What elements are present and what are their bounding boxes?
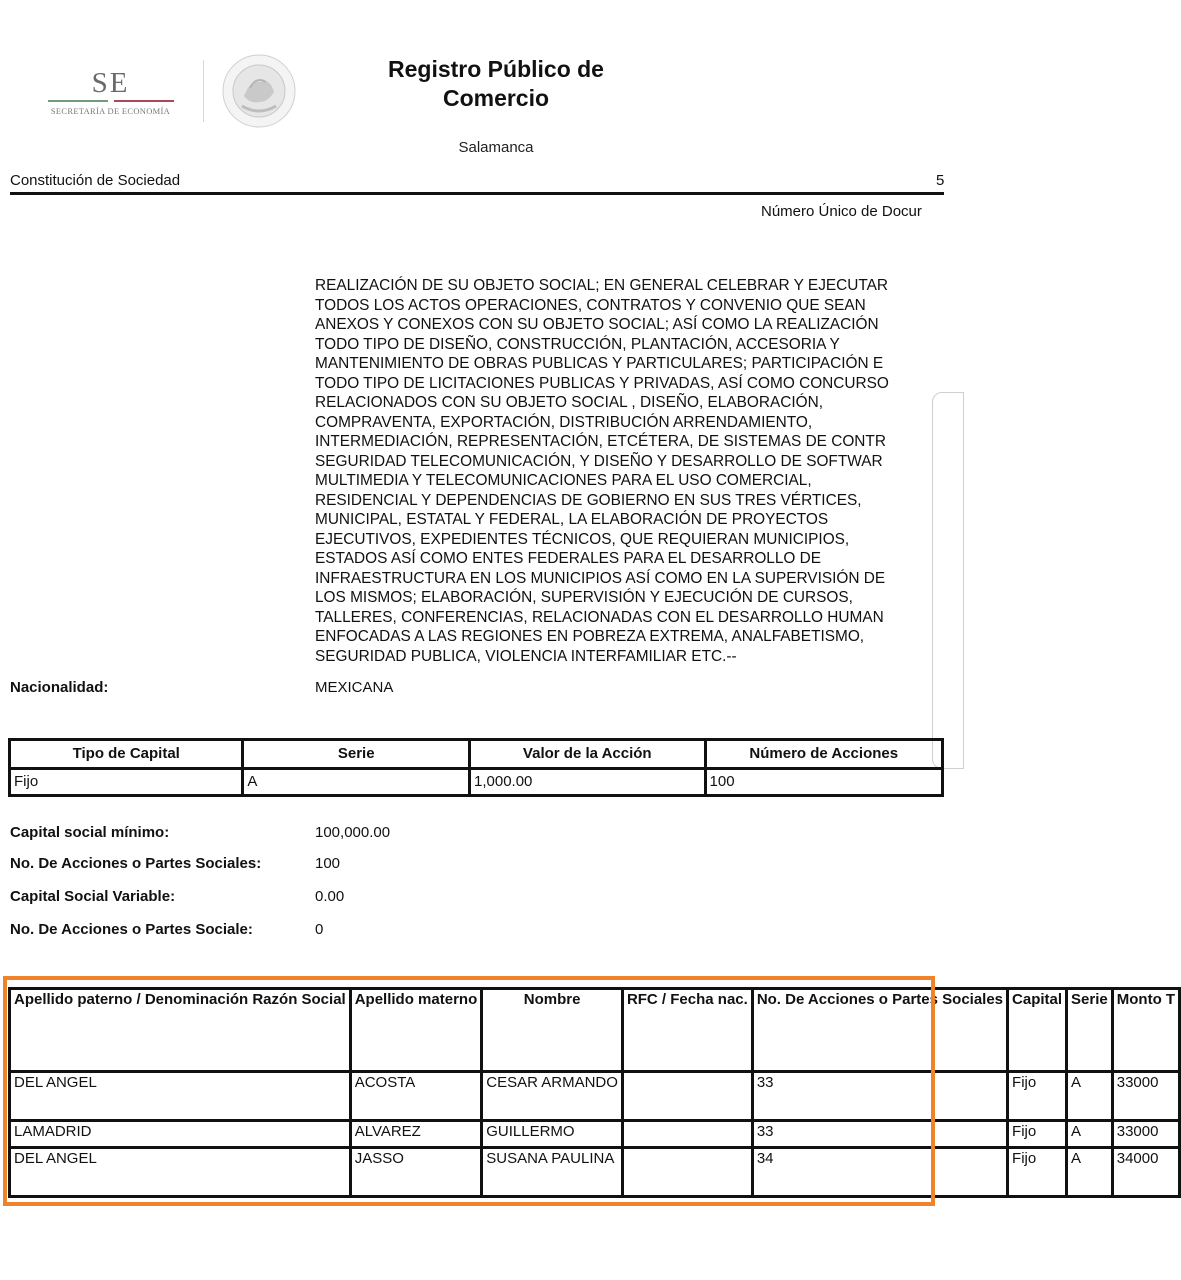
logo-green-bar (48, 100, 108, 102)
cell-acciones: 33 (752, 1121, 1007, 1148)
cell-apellido-materno: JASSO (350, 1148, 482, 1197)
objeto-line: SEGURIDAD TELECOMUNICACIÓN, Y DISEÑO Y DESARROLLO DE SOFTWAR (315, 452, 883, 470)
col-header: Número de Acciones (705, 740, 942, 769)
logo-divider (203, 60, 204, 122)
cell-apellido-paterno: DEL ANGEL (10, 1072, 351, 1121)
objeto-social-text (315, 276, 955, 666)
objeto-line: INTERMEDIACIÓN, REPRESENTACIÓN, ETCÉTERA, DE SISTEMAS DE CONTR (315, 433, 886, 450)
col-header: Apellido paterno / Denominación Razón Social (10, 989, 351, 1072)
objeto-line: TALLERES, CONFERENCIAS, RELACIONADAS CON EL DESARROLLO HUMAN (315, 608, 884, 626)
logo-se-text: SE (91, 67, 130, 99)
logo-red-bar (114, 100, 174, 102)
objeto-line: TODO TIPO DE LICITACIONES PUBLICAS Y PRIVADAS, ASÍ COMO CONCURSO (315, 374, 889, 392)
objeto-line: ESTADOS ASÍ COMO ENTES FEDERALES PARA EL DESARROLLO DE (315, 550, 822, 567)
cell-capital: Fijo (1008, 1148, 1067, 1197)
cell-numero-acciones: 100 (705, 769, 942, 796)
city-subtitle: Salamanca (458, 139, 534, 156)
nacionalidad-value: MEXICANA (315, 679, 394, 696)
col-header: Serie (1067, 989, 1113, 1072)
capital-variable-value: 0.00 (315, 888, 345, 905)
objeto-line: LOS MISMOS; ELABORACIÓN, SUPERVISIÓN Y EJECUCIÓN DE CURSOS, (315, 589, 853, 606)
page-title (340, 55, 652, 113)
cell-acciones: 34 (752, 1148, 1007, 1197)
objeto-line: MUNICIPAL, ESTATAL Y FEDERAL, LA ELABORACIÓN DE PROYECTOS (315, 511, 829, 528)
col-header: Valor de la Acción (470, 740, 706, 769)
cell-nombre: GUILLERMO (482, 1121, 623, 1148)
cell-valor-accion: 1,000.00 (470, 769, 706, 796)
cell-capital: Fijo (1008, 1121, 1067, 1148)
section-title: Constitución de Sociedad (10, 172, 181, 189)
acciones-label: No. De Acciones o Partes Sociales: (10, 855, 262, 872)
capital-minimo-label: Capital social mínimo: (10, 824, 170, 841)
acciones-variable-label: No. De Acciones o Partes Sociale: (10, 921, 253, 938)
cell-apellido-materno: ACOSTA (350, 1072, 482, 1121)
objeto-line: TODOS LOS ACTOS OPERACIONES, CONTRATOS Y CONVENIO QUE SEAN (315, 296, 866, 314)
objeto-line: ENFOCADAS A LAS REGIONES EN POBREZA EXTREMA, ANALFABETISMO, (315, 628, 865, 645)
cell-serie: A (243, 769, 470, 796)
header-rule (10, 192, 944, 195)
title-line-2: Comercio (442, 85, 550, 111)
table-row (10, 769, 943, 796)
col-header: Apellido materno (350, 989, 482, 1072)
cell-tipo-capital: Fijo (10, 769, 243, 796)
cell-nombre: SUSANA PAULINA (482, 1148, 623, 1197)
page-marker: 5 (936, 172, 945, 189)
cell-serie: A (1067, 1121, 1113, 1148)
secretaria-economia-logo (38, 68, 183, 120)
capital-table (8, 738, 944, 797)
col-header: Capital (1008, 989, 1067, 1072)
objeto-line: MANTENIMIENTO DE OBRAS PUBLICAS Y PARTICULARES; PARTICIPACIÓN E (315, 355, 884, 372)
cell-apellido-materno: ALVAREZ (350, 1121, 482, 1148)
col-header: RFC / Fecha nac. (622, 989, 752, 1072)
objeto-line: RESIDENCIAL Y DEPENDENCIAS DE GOBIERNO EN SUS TRES VÉRTICES, (315, 491, 862, 509)
cell-acciones: 33 (752, 1072, 1007, 1121)
capital-table-header (10, 740, 943, 769)
document-number-label: Número Único de Docur (761, 203, 922, 220)
objeto-line: ANEXOS Y CONEXOS CON SU OBJETO SOCIAL; ASÍ COMO LA REALIZACIÓN (315, 316, 879, 333)
objeto-line: REALIZACIÓN DE SU OBJETO SOCIAL; EN GENERAL CELEBRAR Y EJECUTAR (315, 277, 889, 294)
col-header: Tipo de Capital (10, 740, 243, 769)
cell-monto: 33000 (1112, 1121, 1179, 1148)
cell-serie: A (1067, 1072, 1113, 1121)
objeto-line: COMPRAVENTA, EXPORTACIÓN, DISTRIBUCIÓN ARRENDAMIENTO, (315, 413, 813, 431)
acciones-variable-value: 0 (315, 921, 324, 938)
objeto-line: MULTIMEDIA Y TELECOMUNICACIONES PARA EL USO COMERCIAL, (315, 472, 812, 489)
nacionalidad-label: Nacionalidad: (10, 679, 109, 696)
cell-monto: 34000 (1112, 1148, 1179, 1197)
scroll-overlay-pane[interactable] (932, 392, 964, 769)
objeto-line: INFRAESTRUCTURA EN LOS MUNICIPIOS ASÍ COMO EN LA SUPERVISIÓN DE (315, 569, 886, 587)
logo-subtitle: SECRETARÍA DE ECONOMÍA (50, 106, 171, 116)
objeto-line: SEGURIDAD PUBLICA, VIOLENCIA INTERFAMILIAR ETC.-- (315, 647, 737, 665)
logo-color-bars (38, 100, 183, 102)
title-line-1: Registro Público de (388, 56, 604, 82)
col-header: No. De Acciones o Partes Sociales (752, 989, 1007, 1072)
objeto-line: TODO TIPO DE DISEÑO, CONSTRUCCIÓN, PLANTACIÓN, ACCESORIA Y (315, 335, 840, 353)
col-header: Serie (243, 740, 470, 769)
cell-apellido-paterno: DEL ANGEL (10, 1148, 351, 1197)
capital-minimo-value: 100,000.00 (315, 824, 391, 841)
cell-nombre: CESAR ARMANDO (482, 1072, 623, 1121)
objeto-line: EJECUTIVOS, EXPEDIENTES TÉCNICOS, QUE REQUIERAN MUNICIPIOS, (315, 530, 850, 548)
cell-serie: A (1067, 1148, 1113, 1197)
objeto-line: RELACIONADOS CON SU OBJETO SOCIAL , DISEÑO, ELABORACIÓN, (315, 394, 824, 411)
national-seal-icon (220, 52, 298, 130)
cell-apellido-paterno: LAMADRID (10, 1121, 351, 1148)
acciones-value: 100 (315, 855, 341, 872)
cell-capital: Fijo (1008, 1072, 1067, 1121)
col-header: Monto T (1112, 989, 1179, 1072)
highlight-box (3, 976, 935, 1206)
col-header: Nombre (482, 989, 623, 1072)
capital-variable-label: Capital Social Variable: (10, 888, 176, 905)
cell-monto: 33000 (1112, 1072, 1179, 1121)
